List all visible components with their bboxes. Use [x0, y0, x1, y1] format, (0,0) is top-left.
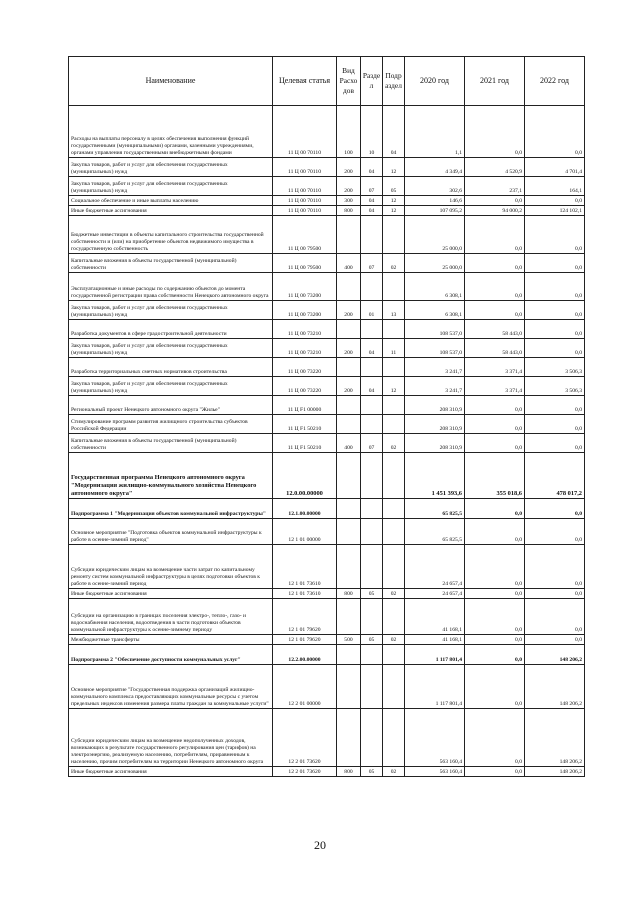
cell-target-article: 12 2 01 00000: [273, 665, 337, 709]
cell-name: Иные бюджетные ассигнования: [69, 767, 273, 777]
cell-expense-type: [337, 599, 361, 635]
cell-target-article: 11 Ц 00 70110: [273, 177, 337, 196]
cell-name: Закупка товаров, работ и услуг для обеспечения государственных (муниципальных) нужд: [69, 301, 273, 320]
table-row: [69, 545, 585, 589]
table-row: [69, 358, 585, 377]
cell-name: Закупка товаров, работ и услуг для обеспечения государственных (муниципальных) нужд: [69, 377, 273, 396]
table-row: [69, 396, 585, 415]
cell-year-2020: 4 349,4: [405, 158, 465, 177]
cell-year-2021: 58 443,0: [465, 320, 525, 339]
cell-name: Субсидии на организацию в границах поселения электро-, тепло-, газо- и водоснабжения населения, водоотведения в части подготовки объектов коммунальной инфраструктуры к осенне-зимнему периоду: [69, 599, 273, 635]
cell-expense-type: [337, 216, 361, 254]
cell-name: Стимулирование программ развития жилищного строительства субъектов Российской Федерации: [69, 415, 273, 434]
cell-expense-type: [337, 499, 361, 519]
cell-name: Подпрограмма 2 "Обеспечение доступности коммунальных услуг": [69, 645, 273, 665]
cell-year-2021: 0,0: [465, 545, 525, 589]
cell-year-2020: 25 000,0: [405, 216, 465, 254]
cell-section: 04: [361, 158, 383, 177]
cell-year-2022: 0,0: [525, 273, 585, 301]
cell-year-2021: 0,0: [465, 196, 525, 206]
table-row: [69, 434, 585, 453]
cell-target-article: 12.0.00.00000: [273, 453, 337, 499]
cell-year-2021: 0,0: [465, 301, 525, 320]
cell-year-2021: 355 018,6: [465, 453, 525, 499]
cell-expense-type: 800: [337, 767, 361, 777]
cell-section: [361, 320, 383, 339]
cell-subsection: [383, 645, 405, 665]
cell-year-2021: 0,0: [465, 216, 525, 254]
cell-expense-type: 300: [337, 196, 361, 206]
cell-year-2021: 4 520,9: [465, 158, 525, 177]
cell-year-2020: 146,6: [405, 196, 465, 206]
cell-name: Подпрограмма 1 "Модернизация объектов коммунальной инфраструктуры": [69, 499, 273, 519]
cell-name: Расходы на выплаты персоналу в целях обеспечения выполнения функций государственными (муниципальными) органами, казенными учреждениями, органами управления государственными внебюджетными фондами: [69, 106, 273, 158]
cell-expense-type: 400: [337, 434, 361, 453]
cell-target-article: 11 Ц 00 70110: [273, 106, 337, 158]
cell-year-2020: 208 310,9: [405, 415, 465, 434]
cell-target-article: 12.2.00.00000: [273, 645, 337, 665]
cell-section: [361, 519, 383, 545]
cell-expense-type: 400: [337, 254, 361, 273]
cell-target-article: 11 Ц F1 00000: [273, 396, 337, 415]
cell-subsection: 11: [383, 339, 405, 358]
cell-year-2022: 0,0: [525, 196, 585, 206]
cell-name: Субсидии юридическим лицам на возмещение недополученных доходов, возникающих в результате государственного регулирования цен (тарифов) на электроэнергию, реализуемую населению, потребителям, приравненным к населению, прочим потребителям на территории Ненецкого автономного округа: [69, 709, 273, 767]
cell-year-2022: 478 017,2: [525, 453, 585, 499]
cell-year-2020: 302,6: [405, 177, 465, 196]
cell-year-2020: 25 000,0: [405, 254, 465, 273]
cell-section: [361, 545, 383, 589]
cell-year-2021: 0,0: [465, 434, 525, 453]
table-row: [69, 254, 585, 273]
cell-section: [361, 358, 383, 377]
cell-subsection: [383, 273, 405, 301]
cell-year-2020: 208 310,9: [405, 396, 465, 415]
table-row: [69, 216, 585, 254]
cell-year-2021: 0,0: [465, 415, 525, 434]
cell-year-2020: 1 117 801,4: [405, 665, 465, 709]
cell-target-article: 11 Ц 00 79500: [273, 216, 337, 254]
cell-section: [361, 665, 383, 709]
cell-expense-type: [337, 358, 361, 377]
cell-target-article: 11 Ц 00 73210: [273, 339, 337, 358]
table-row: [69, 767, 585, 777]
table-row: [69, 635, 585, 645]
cell-section: 07: [361, 177, 383, 196]
cell-year-2020: 108 537,0: [405, 320, 465, 339]
cell-target-article: 12 1 01 73610: [273, 589, 337, 599]
cell-expense-type: [337, 645, 361, 665]
cell-year-2021: 0,0: [465, 499, 525, 519]
cell-name: Капитальные вложения в объекты государственной (муниципальной) собственности: [69, 254, 273, 273]
cell-year-2021: 0,0: [465, 635, 525, 645]
cell-year-2022: 0,0: [525, 216, 585, 254]
cell-section: 04: [361, 339, 383, 358]
cell-name: Социальное обеспечение и иные выплаты населению: [69, 196, 273, 206]
cell-section: 07: [361, 434, 383, 453]
table-row: [69, 339, 585, 358]
cell-year-2021: 0,0: [465, 767, 525, 777]
cell-name: Иные бюджетные ассигнования: [69, 589, 273, 599]
cell-year-2021: 237,1: [465, 177, 525, 196]
cell-year-2020: 1,1: [405, 106, 465, 158]
cell-section: 05: [361, 767, 383, 777]
cell-year-2020: 65 825,5: [405, 499, 465, 519]
table-row: [69, 645, 585, 665]
header-name: Наименование: [69, 57, 273, 106]
cell-subsection: 02: [383, 254, 405, 273]
header-year-2020: 2020 год: [405, 57, 465, 106]
cell-name: Межбюджетные трансферты: [69, 635, 273, 645]
cell-target-article: 12 2 01 73620: [273, 709, 337, 767]
cell-subsection: 12: [383, 158, 405, 177]
cell-subsection: [383, 415, 405, 434]
cell-name: Основное мероприятие "Государственная поддержка организаций жилищно-коммунального комплекса предоставляющих коммунальные ресурсы с учетом предельных индексов изменения размера платы граждан за коммунальные услуги": [69, 665, 273, 709]
cell-section: 04: [361, 196, 383, 206]
cell-name: Закупка товаров, работ и услуг для обеспечения государственных (муниципальных) нужд: [69, 158, 273, 177]
header-year-2021: 2021 год: [465, 57, 525, 106]
cell-target-article: 12 1 01 73610: [273, 545, 337, 589]
table-row: [69, 453, 585, 499]
cell-expense-type: 800: [337, 589, 361, 599]
cell-name: Государственная программа Ненецкого автономного округа "Модернизация жилищно-коммунального хозяйства Ненецкого автономного округа": [69, 453, 273, 499]
cell-section: [361, 415, 383, 434]
cell-year-2022: 0,0: [525, 339, 585, 358]
cell-expense-type: [337, 709, 361, 767]
cell-year-2022: 0,0: [525, 320, 585, 339]
cell-year-2020: 3 241,7: [405, 358, 465, 377]
cell-expense-type: 200: [337, 377, 361, 396]
cell-year-2021: 0,0: [465, 645, 525, 665]
cell-expense-type: 200: [337, 339, 361, 358]
cell-year-2020: 563 160,4: [405, 767, 465, 777]
cell-year-2020: 107 095,2: [405, 206, 465, 216]
cell-expense-type: [337, 415, 361, 434]
cell-section: 05: [361, 589, 383, 599]
cell-year-2021: 0,0: [465, 709, 525, 767]
cell-target-article: 11 Ц 00 73210: [273, 320, 337, 339]
cell-year-2022: 0,0: [525, 301, 585, 320]
cell-expense-type: 100: [337, 106, 361, 158]
cell-target-article: 11 Ц 00 73220: [273, 377, 337, 396]
cell-year-2021: 94 000,2: [465, 206, 525, 216]
cell-year-2022: 0,0: [525, 415, 585, 434]
cell-section: 10: [361, 106, 383, 158]
cell-target-article: 11 Ц 00 73200: [273, 273, 337, 301]
cell-expense-type: 200: [337, 158, 361, 177]
cell-year-2020: 24 657,4: [405, 545, 465, 589]
header-year-2022: 2022 год: [525, 57, 585, 106]
cell-section: 04: [361, 206, 383, 216]
cell-subsection: 12: [383, 377, 405, 396]
cell-subsection: [383, 499, 405, 519]
cell-year-2021: 3 371,4: [465, 377, 525, 396]
table-row: [69, 301, 585, 320]
cell-subsection: 12: [383, 206, 405, 216]
cell-target-article: 12 1 01 79620: [273, 599, 337, 635]
header-target-article: Целевая статья: [273, 57, 337, 106]
cell-subsection: 05: [383, 177, 405, 196]
cell-year-2021: 0,0: [465, 665, 525, 709]
table-body: [69, 106, 585, 777]
cell-year-2021: 3 371,4: [465, 358, 525, 377]
budget-table: [68, 56, 585, 777]
cell-year-2022: 0,0: [525, 254, 585, 273]
cell-year-2022: 148 206,2: [525, 645, 585, 665]
table-row: [69, 415, 585, 434]
table-row: [69, 599, 585, 635]
cell-subsection: 02: [383, 767, 405, 777]
cell-year-2020: 563 160,4: [405, 709, 465, 767]
cell-expense-type: [337, 545, 361, 589]
cell-target-article: 11 Ц 00 79500: [273, 254, 337, 273]
cell-expense-type: 200: [337, 177, 361, 196]
cell-name: Разработка территориальных сметных нормативов строительства: [69, 358, 273, 377]
cell-year-2022: 3 506,3: [525, 377, 585, 396]
header-section: Разде л: [361, 57, 383, 106]
cell-section: [361, 273, 383, 301]
cell-section: [361, 499, 383, 519]
cell-subsection: [383, 519, 405, 545]
cell-expense-type: [337, 320, 361, 339]
table-row: [69, 106, 585, 158]
table-row: [69, 665, 585, 709]
cell-target-article: 12 1 01 79620: [273, 635, 337, 645]
cell-year-2022: 4 701,4: [525, 158, 585, 177]
table-row: [69, 519, 585, 545]
cell-expense-type: [337, 665, 361, 709]
cell-subsection: 02: [383, 434, 405, 453]
page-number: 20: [314, 838, 326, 852]
table-row: [69, 709, 585, 767]
cell-year-2022: 0,0: [525, 396, 585, 415]
table-row: [69, 158, 585, 177]
budget-sheet: [68, 56, 584, 777]
cell-year-2021: 58 443,0: [465, 339, 525, 358]
cell-year-2021: 0,0: [465, 106, 525, 158]
cell-year-2022: 3 506,3: [525, 358, 585, 377]
table-row: [69, 499, 585, 519]
cell-year-2021: 0,0: [465, 519, 525, 545]
cell-subsection: 13: [383, 301, 405, 320]
cell-name: Закупка товаров, работ и услуг для обеспечения государственных (муниципальных) нужд: [69, 339, 273, 358]
cell-target-article: 11 Ц 00 70110: [273, 196, 337, 206]
cell-year-2020: 41 168,1: [405, 635, 465, 645]
cell-subsection: 04: [383, 106, 405, 158]
cell-target-article: 12.1.00.00000: [273, 499, 337, 519]
cell-year-2022: 0,0: [525, 599, 585, 635]
cell-subsection: [383, 320, 405, 339]
cell-expense-type: [337, 453, 361, 499]
cell-year-2020: 24 657,4: [405, 589, 465, 599]
cell-target-article: 11 Ц 00 73220: [273, 358, 337, 377]
cell-target-article: 11 Ц F1 50210: [273, 434, 337, 453]
cell-year-2020: 1 451 393,6: [405, 453, 465, 499]
cell-section: [361, 599, 383, 635]
cell-section: 07: [361, 254, 383, 273]
table-row: [69, 196, 585, 206]
cell-section: 05: [361, 635, 383, 645]
cell-year-2020: 41 168,1: [405, 599, 465, 635]
cell-subsection: 02: [383, 635, 405, 645]
cell-section: [361, 645, 383, 665]
cell-subsection: [383, 709, 405, 767]
header-subsection: Подр аздел: [383, 57, 405, 106]
cell-name: Иные бюджетные ассигнования: [69, 206, 273, 216]
cell-year-2021: 0,0: [465, 599, 525, 635]
cell-year-2022: 0,0: [525, 434, 585, 453]
cell-name: Бюджетные инвестиции в объекты капитального строительства государственной собственности и (или) на приобретение объектов недвижимого имущества в государственную собственность: [69, 216, 273, 254]
cell-year-2022: 0,0: [525, 635, 585, 645]
cell-year-2020: 3 241,7: [405, 377, 465, 396]
table-row: [69, 177, 585, 196]
cell-subsection: [383, 599, 405, 635]
cell-section: [361, 396, 383, 415]
cell-section: [361, 216, 383, 254]
cell-year-2022: 0,0: [525, 589, 585, 599]
header-expense-type: Вид Расхо дов: [337, 57, 361, 106]
table-row: [69, 589, 585, 599]
table-header-row: [69, 57, 585, 106]
cell-target-article: 11 Ц 00 70110: [273, 206, 337, 216]
cell-subsection: [383, 216, 405, 254]
cell-year-2022: 164,1: [525, 177, 585, 196]
cell-year-2020: 6 308,1: [405, 301, 465, 320]
cell-year-2022: 0,0: [525, 545, 585, 589]
cell-subsection: 02: [383, 589, 405, 599]
cell-year-2021: 0,0: [465, 273, 525, 301]
cell-section: 04: [361, 377, 383, 396]
cell-year-2022: 148 206,2: [525, 767, 585, 777]
cell-name: Региональный проект Ненецкого автономного округа "Жилье": [69, 396, 273, 415]
cell-name: Основное мероприятие "Подготовка объектов коммунальной инфраструктуры к работе в осенне-зимний период": [69, 519, 273, 545]
table-row: [69, 206, 585, 216]
cell-year-2020: 208 310,9: [405, 434, 465, 453]
cell-target-article: 12 2 01 73620: [273, 767, 337, 777]
cell-year-2022: 0,0: [525, 499, 585, 519]
cell-year-2022: 0,0: [525, 519, 585, 545]
cell-name: Разработка документов в сфере градостроительной деятельности: [69, 320, 273, 339]
cell-target-article: 11 Ц 00 73200: [273, 301, 337, 320]
cell-year-2021: 0,0: [465, 254, 525, 273]
cell-subsection: 12: [383, 196, 405, 206]
cell-expense-type: [337, 519, 361, 545]
cell-year-2020: 65 825,5: [405, 519, 465, 545]
cell-expense-type: 800: [337, 206, 361, 216]
cell-section: [361, 453, 383, 499]
cell-name: Субсидии юридическим лицам на возмещение части затрат по капитальному ремонту систем коммунальной инфраструктуры в целях подготовки объектов к работе в осенне-зимний период: [69, 545, 273, 589]
cell-expense-type: 500: [337, 635, 361, 645]
cell-year-2022: 124 102,1: [525, 206, 585, 216]
cell-name: Капитальные вложения в объекты государственной (муниципальной) собственности: [69, 434, 273, 453]
cell-year-2021: 0,0: [465, 396, 525, 415]
cell-subsection: [383, 396, 405, 415]
cell-year-2022: 0,0: [525, 106, 585, 158]
cell-expense-type: [337, 273, 361, 301]
table-row: [69, 377, 585, 396]
table-row: [69, 320, 585, 339]
cell-target-article: 11 Ц F1 50210: [273, 415, 337, 434]
cell-year-2020: 1 117 801,4: [405, 645, 465, 665]
cell-expense-type: [337, 396, 361, 415]
cell-subsection: [383, 665, 405, 709]
cell-name: Эксплуатационные и иные расходы по содержанию объектов до момента государственной регистрации права собственности Ненецкого автономного округа: [69, 273, 273, 301]
cell-year-2020: 6 308,1: [405, 273, 465, 301]
cell-expense-type: 200: [337, 301, 361, 320]
cell-year-2022: 148 206,2: [525, 665, 585, 709]
cell-target-article: 12 1 01 00000: [273, 519, 337, 545]
cell-subsection: [383, 358, 405, 377]
cell-subsection: [383, 545, 405, 589]
table-row: [69, 273, 585, 301]
cell-target-article: 11 Ц 00 70110: [273, 158, 337, 177]
cell-year-2021: 0,0: [465, 589, 525, 599]
cell-subsection: [383, 453, 405, 499]
cell-section: 01: [361, 301, 383, 320]
cell-year-2022: 148 206,2: [525, 709, 585, 767]
cell-name: Закупка товаров, работ и услуг для обеспечения государственных (муниципальных) нужд: [69, 177, 273, 196]
cell-year-2020: 108 537,0: [405, 339, 465, 358]
cell-section: [361, 709, 383, 767]
